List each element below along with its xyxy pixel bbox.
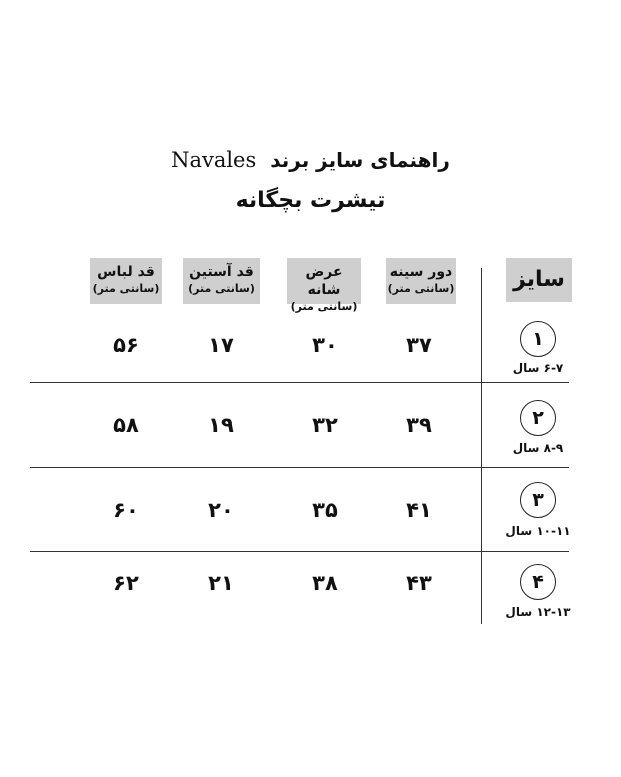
row-divider (30, 467, 569, 468)
shoulder-value: ۳۵ (312, 498, 338, 522)
brand-name: Navales (171, 148, 257, 172)
sleeve-value: ۱۹ (208, 413, 234, 437)
header-sleeve-label: قد آستین (189, 264, 254, 280)
header-chest-label: دور سینه (389, 264, 453, 280)
page-title (0, 148, 621, 172)
header-shoulder-unit: (سانتی متر) (290, 300, 358, 313)
length-value: ۵۶ (113, 333, 139, 357)
size-circle: ۲ (520, 400, 556, 436)
header-chest (386, 258, 456, 304)
header-shoulder-label: عرض شانه (305, 264, 343, 298)
header-size: سایز (506, 258, 572, 302)
title-prefix: راهنمای سایز برند (270, 148, 450, 172)
sleeve-value: ۱۷ (208, 333, 234, 357)
header-sleeve-unit: (سانتی متر) (188, 282, 255, 295)
age-label: ۱۲-۱۳ سال (505, 605, 571, 619)
size-circle: ۳ (520, 482, 556, 518)
age-label: ۸-۹ سال (512, 441, 564, 455)
header-length (90, 258, 162, 304)
sleeve-value: ۲۱ (208, 571, 234, 595)
header-shoulder (287, 258, 361, 313)
product-subtitle: تیشرت بچگانه (235, 188, 386, 213)
header-length-label: قد لباس (97, 264, 155, 280)
length-value: ۶۲ (113, 571, 139, 595)
shoulder-value: ۳۰ (312, 333, 338, 357)
sleeve-value: ۲۰ (208, 498, 234, 522)
chest-value: ۴۳ (406, 571, 432, 595)
shoulder-value: ۳۸ (312, 571, 338, 595)
size-circle: ۱ (520, 321, 556, 357)
shoulder-value: ۳۲ (312, 413, 338, 437)
size-circle: ۴ (520, 564, 556, 600)
row-divider (30, 551, 569, 552)
chest-value: ۳۷ (406, 333, 432, 357)
header-length-unit: (سانتی متر) (92, 282, 160, 295)
length-value: ۶۰ (113, 498, 139, 522)
column-divider (481, 268, 482, 624)
chest-value: ۴۱ (406, 498, 432, 522)
row-divider (30, 382, 569, 383)
age-label: ۱۰-۱۱ سال (505, 524, 571, 538)
age-label: ۶-۷ سال (512, 361, 564, 375)
header-sleeve (183, 258, 260, 304)
chest-value: ۳۹ (406, 413, 432, 437)
length-value: ۵۸ (113, 413, 139, 437)
header-chest-unit: (سانتی متر) (387, 282, 455, 295)
